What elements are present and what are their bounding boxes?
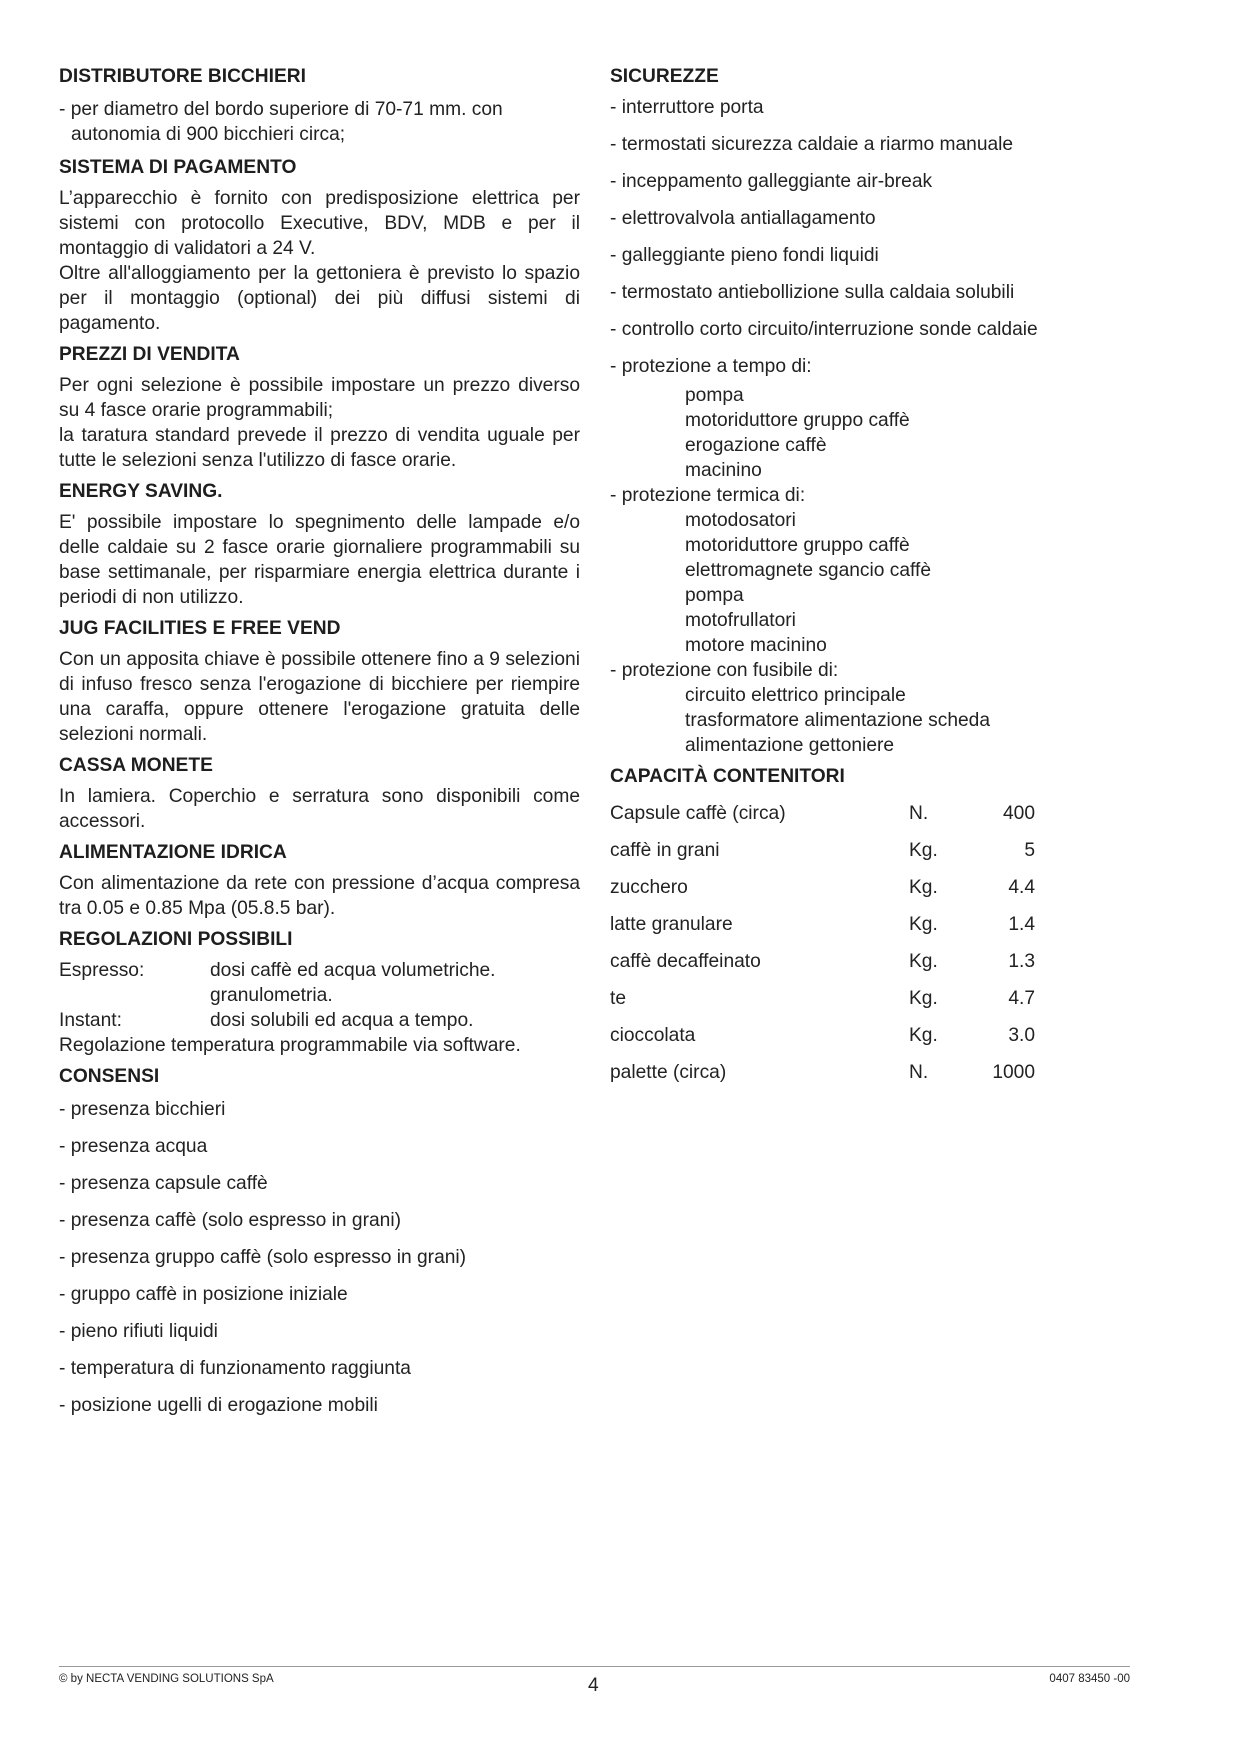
list-item: - elettrovalvola antiallagamento <box>610 208 876 229</box>
list-item: elettromagnete sgancio caffè <box>685 560 932 581</box>
list-item: motofrullatori <box>685 610 796 631</box>
consensi-list <box>59 1097 580 1430</box>
list-item: erogazione caffè <box>685 435 827 456</box>
cap-value: 400 <box>1002 802 1035 824</box>
list-item: alimentazione gettoniere <box>685 735 895 756</box>
page-number: 4 <box>588 1675 599 1696</box>
list-item: - controllo corto circuito/interruzione sonde caldaie <box>610 319 1038 340</box>
section-title-jug: JUG FACILITIES E FREE VEND <box>59 618 341 639</box>
regolazioni-note: Regolazione temperatura programmabile via software. <box>59 1035 521 1056</box>
list-item: - presenza capsule caffè <box>59 1173 268 1194</box>
list-item: - interruttore porta <box>610 97 764 118</box>
list-item: motoriduttore gruppo caffè <box>685 410 910 431</box>
section-title-capacita: CAPACITÀ CONTENITORI <box>610 766 845 787</box>
list-item: - temperatura di funzionamento raggiunta <box>59 1358 411 1379</box>
list-item: motoriduttore gruppo caffè <box>685 535 910 556</box>
table-row <box>610 943 1130 980</box>
espresso-line-2: granulometria. <box>210 985 333 1006</box>
table-row <box>610 906 1130 943</box>
right-column <box>610 64 1130 1091</box>
cap-value: 1.3 <box>1008 950 1035 972</box>
document-code: 0407 83450 -00 <box>1049 1673 1130 1685</box>
cap-name: caffè in grani <box>610 839 720 861</box>
list-item: - galleggiante pieno fondi liquidi <box>610 245 879 266</box>
list-item: - termostato antiebollizione sulla caldaia solubili <box>610 282 1015 303</box>
capacita-table <box>610 795 1130 1091</box>
list-item: - gruppo caffè in posizione iniziale <box>59 1284 348 1305</box>
tempo-label: - protezione a tempo di: <box>610 356 812 377</box>
cap-unit: Kg. <box>909 950 938 972</box>
cap-value: 1.4 <box>1008 913 1035 935</box>
cap-name: latte granulare <box>610 913 733 935</box>
cap-value: 4.7 <box>1008 987 1035 1009</box>
section-title-cassa: CASSA MONETE <box>59 755 213 776</box>
cap-name: cioccolata <box>610 1024 696 1046</box>
table-row <box>610 832 1130 869</box>
table-row <box>610 1017 1130 1054</box>
cap-unit: Kg. <box>909 876 938 898</box>
list-item: - pieno rifiuti liquidi <box>59 1321 218 1342</box>
section-title-regolazioni: REGOLAZIONI POSSIBILI <box>59 929 293 950</box>
list-item: - presenza acqua <box>59 1136 208 1157</box>
espresso-line-1: dosi caffè ed acqua volumetriche. <box>210 960 496 981</box>
footer-copyright: © by NECTA VENDING SOLUTIONS SpA <box>59 1673 274 1685</box>
section-title-prezzi: PREZZI DI VENDITA <box>59 344 240 365</box>
list-item: pompa <box>685 585 744 606</box>
cap-unit: Kg. <box>909 1024 938 1046</box>
list-item: - inceppamento galleggiante air-break <box>610 171 933 192</box>
regolazioni-espresso-row <box>59 958 580 983</box>
instant-line-1: dosi solubili ed acqua a tempo. <box>210 1010 474 1031</box>
termica-label: - protezione termica di: <box>610 485 806 506</box>
prezzi-paragraph-1: Per ogni selezione è possibile impostare un prezzo diverso su 4 fasce orarie programmabili; <box>59 375 580 421</box>
cap-value: 1000 <box>992 1061 1035 1083</box>
cap-name: zucchero <box>610 876 688 898</box>
pagamento-paragraph-2: Oltre all'alloggiamento per la gettoniera è previsto lo spazio per il montaggio (optional) dei più diffusi sistemi di pagamento. <box>59 263 580 334</box>
pagamento-paragraph-1: L’apparecchio è fornito con predisposizione elettrica per sistemi con protocollo Executive, BDV, MDB e per il montaggio di validatori a 24 V. <box>59 188 580 259</box>
section-title-idrica: ALIMENTAZIONE IDRICA <box>59 842 287 863</box>
list-item: pompa <box>685 385 744 406</box>
list-item: - termostati sicurezza caldaie a riarmo manuale <box>610 134 1014 155</box>
left-column <box>59 64 580 1430</box>
cap-unit: Kg. <box>909 839 938 861</box>
list-item: macinino <box>685 460 762 481</box>
list-item: trasformatore alimentazione scheda <box>685 710 991 731</box>
cap-value: 5 <box>1024 839 1035 861</box>
section-title-sicurezze: SICUREZZE <box>610 66 719 87</box>
section-title-consensi: CONSENSI <box>59 1066 160 1087</box>
cap-unit: Kg. <box>909 987 938 1009</box>
table-row <box>610 795 1130 832</box>
regolazioni-instant-row <box>59 1008 580 1033</box>
cap-unit: Kg. <box>909 913 938 935</box>
list-item: motore macinino <box>685 635 827 656</box>
cassa-paragraph: In lamiera. Coperchio e serratura sono disponibili come accessori. <box>59 786 580 832</box>
section-title-distributore: DISTRIBUTORE BICCHIERI <box>59 66 306 87</box>
jug-paragraph: Con un apposita chiave è possibile ottenere fino a 9 selezioni di infuso fresco senza l'erogazione di bicchiere per riempire una caraffa, oppure ottenere l'erogazione gratuita delle selezioni normali. <box>59 649 580 745</box>
sicurezze-list <box>610 95 1130 354</box>
section-title-energy: ENERGY SAVING. <box>59 481 223 502</box>
cap-name: Capsule caffè (circa) <box>610 802 786 824</box>
list-item: - posizione ugelli di erogazione mobili <box>59 1395 378 1416</box>
cap-name: te <box>610 987 627 1009</box>
cap-name: caffè decaffeinato <box>610 950 761 972</box>
cap-unit: N. <box>909 802 929 824</box>
table-row <box>610 980 1130 1017</box>
list-item: - presenza gruppo caffè (solo espresso in grani) <box>59 1247 467 1268</box>
list-item: circuito elettrico principale <box>685 685 906 706</box>
cap-value: 3.0 <box>1008 1024 1035 1046</box>
instant-label: Instant: <box>59 1010 122 1031</box>
list-item: - presenza bicchieri <box>59 1099 226 1120</box>
cap-name: palette (circa) <box>610 1061 727 1083</box>
section-title-pagamento: SISTEMA DI PAGAMENTO <box>59 157 297 178</box>
table-row <box>610 869 1130 906</box>
list-item: - presenza caffè (solo espresso in grani) <box>59 1210 401 1231</box>
fusibile-label: - protezione con fusibile di: <box>610 660 839 681</box>
cap-unit: N. <box>909 1061 929 1083</box>
cap-value: 4.4 <box>1008 876 1035 898</box>
prezzi-paragraph-2: la taratura standard prevede il prezzo di vendita uguale per tutte le selezioni senza l'utilizzo di fasce orarie. <box>59 425 580 471</box>
energy-paragraph: E' possibile impostare lo spegnimento delle lampade e/o delle caldaie su 2 fasce orarie giornaliere programmabili su base settimanale, per risparmiare energia elettrica durante i periodi di non utilizzo. <box>59 512 580 608</box>
regolazioni-espresso-row-2 <box>59 983 580 1008</box>
espresso-label: Espresso: <box>59 960 145 981</box>
table-row <box>610 1054 1130 1091</box>
idrica-paragraph: Con alimentazione da rete con pressione d’acqua compresa tra 0.05 e 0.85 Mpa (05.8.5 bar). <box>59 873 580 919</box>
footer-divider <box>59 1666 1130 1667</box>
distributore-text: - per diametro del bordo superiore di 70-71 mm. con autonomia di 900 bicchieri circa; <box>59 99 503 145</box>
list-item: motodosatori <box>685 510 796 531</box>
